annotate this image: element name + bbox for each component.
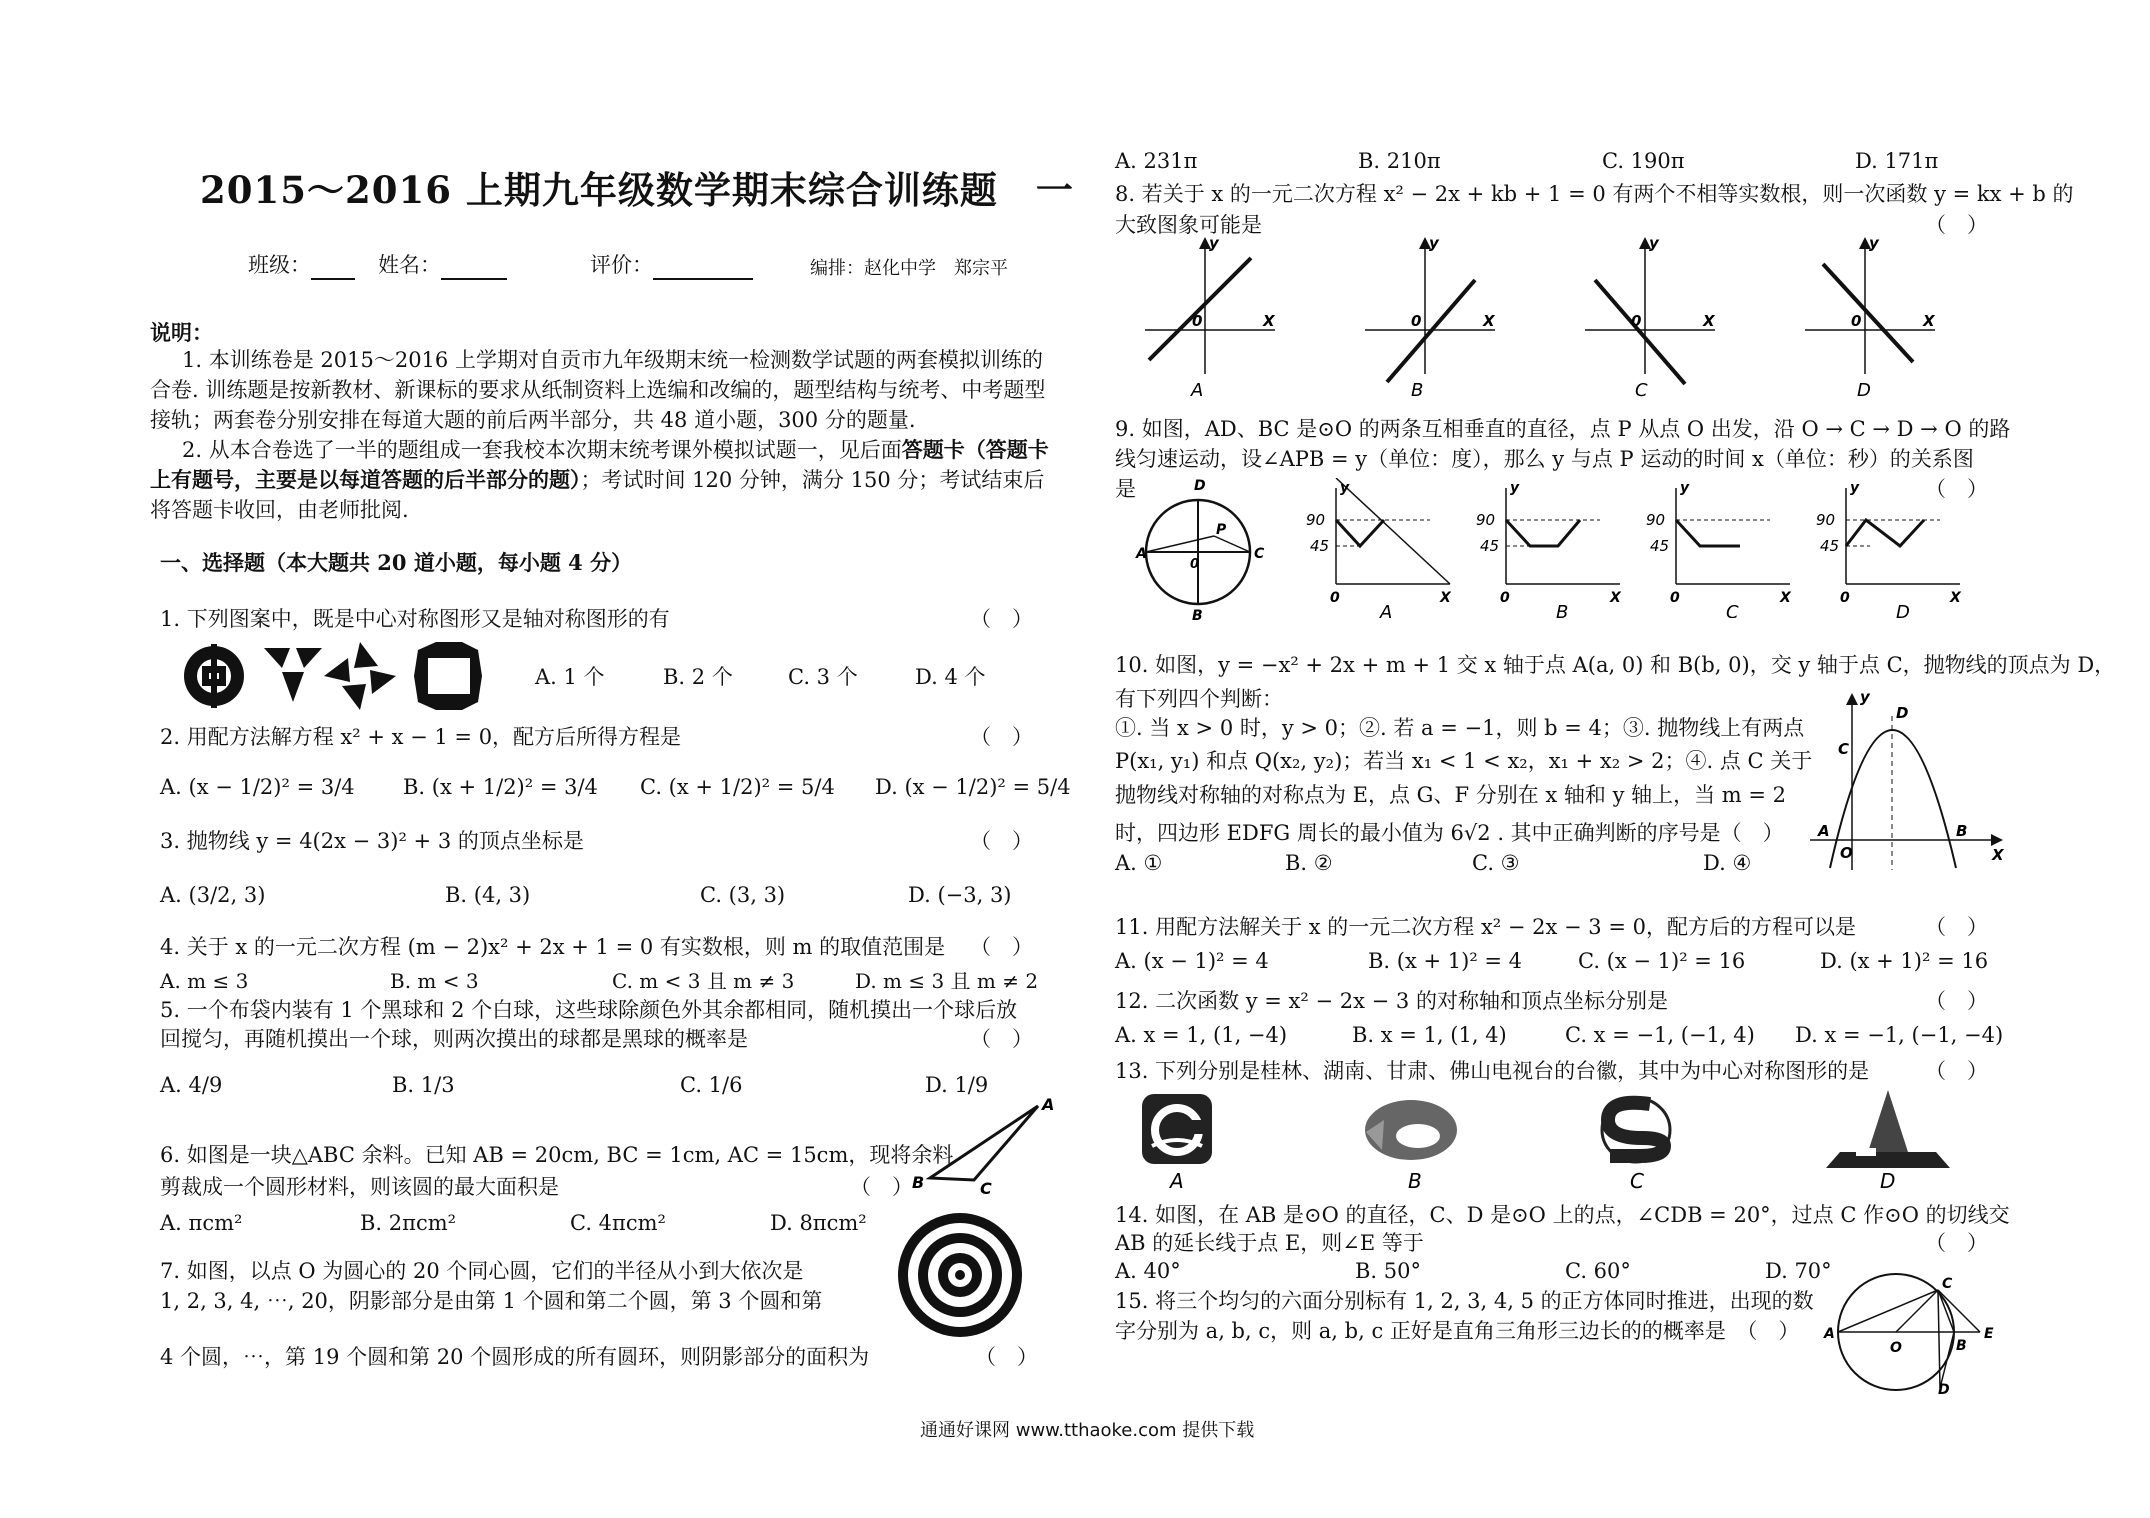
q13-label-a: A [1170, 1169, 1184, 1190]
name-label: 姓名： [378, 253, 441, 277]
bank-logo-icon [184, 644, 244, 708]
class-field [248, 250, 355, 280]
q9-graph-d [1816, 480, 1962, 618]
svg-text:X: X [1440, 590, 1451, 606]
q9a-tick-45: 45 [1310, 537, 1330, 555]
svg-text:P: P [1216, 522, 1227, 538]
name-blank [441, 278, 507, 280]
q11-answer-bracket: （ ） [1925, 915, 1988, 939]
svg-text:0: 0 [1190, 557, 1200, 572]
q14-label-c: C [1942, 1276, 1953, 1292]
q5-option-a: A. 4/9 [160, 1073, 223, 1097]
notes-heading: 说明： [150, 320, 213, 345]
q11-option-d: D. (x + 1)² = 16 [1820, 949, 1989, 973]
q7-option-a: A. 231π [1115, 149, 1198, 173]
q9c-tick-45: 45 [1650, 537, 1670, 555]
svg-text:X: X [1263, 312, 1275, 330]
q10-option-d: D. ④ [1703, 851, 1752, 875]
q2-option-d: D. (x − 1/2)² = 5/4 [875, 775, 1071, 799]
q14-stem-line-1: 14. 如图，在 AB 是⊙O 的直径，C、D 是⊙O 上的点，∠CDB = 20°，过点 C 作⊙O 的切线交 [1115, 1203, 2010, 1227]
q1-option-d: D. 4 个 [915, 665, 986, 689]
q15-stem-line-1: 15. 将三个均匀的六面分别标有 1, 2, 3, 4, 5 的正方体同时推进，出现的数 [1115, 1289, 1814, 1313]
q14-label-e: E [1984, 1326, 1994, 1342]
q14-label-a: A [1824, 1326, 1835, 1342]
q9-label-d: D [1896, 602, 1910, 618]
q9-answer-bracket: （ ） [1925, 477, 1988, 501]
q3-stem: 3. 抛物线 y = 4(2x − 3)² + 3 的顶点坐标是 [160, 829, 584, 853]
q2-option-c: C. (x + 1/2)² = 5/4 [640, 775, 835, 799]
q13-tv-logos [1130, 1090, 1970, 1190]
q9a-tick-90: 90 [1306, 511, 1326, 529]
q10-label-d: D [1896, 704, 1909, 722]
svg-text:A: A [1136, 546, 1147, 562]
svg-text:0: 0 [1330, 590, 1340, 606]
class-blank [311, 278, 355, 280]
q10-parabola-figure [1800, 688, 2010, 876]
q10-line-3: 抛物线对称轴的对称点为 E，点 G、F 分别在 x 轴和 y 轴上，当 m = 2 [1115, 783, 1787, 807]
q1-option-a: A. 1 个 [535, 665, 605, 689]
q8-graph-d [1805, 234, 1936, 401]
pinwheel-icon [324, 642, 396, 710]
q9b-tick-90: 90 [1476, 511, 1496, 529]
name-field [378, 250, 507, 280]
q10-label-b: B [1956, 822, 1968, 840]
q8-answer-bracket: （ ） [1925, 213, 1988, 237]
q12-option-c: C. x = −1, (−1, 4) [1565, 1023, 1755, 1047]
eval-blank [653, 278, 753, 280]
label-a: A [1042, 1095, 1055, 1114]
q9-label-a: A [1380, 602, 1393, 618]
q9-graph-a [1306, 478, 1452, 618]
q10-line-2: P(x₁, y₁) 和点 Q(x₂, y₂)；若当 x₁ < 1 < x₂，x₁ + x₂ > 2；④. 点 C 关于 [1115, 749, 1813, 773]
notes-p2-text: 2. 从本合卷选了一半的题组成一套我校本次期末统考课外模拟试题一，见后面 [182, 438, 902, 462]
q8-label-b: B [1411, 380, 1424, 401]
q6-option-a: A. πcm² [160, 1211, 243, 1235]
svg-text:X: X [1610, 590, 1621, 606]
q9c-tick-90: 90 [1646, 511, 1666, 529]
q10-line-1: ①. 当 x > 0 时，y > 0；②. 若 a = −1，则 b = 4；③. 抛物线上有两点 [1115, 716, 1805, 740]
q8-graph-a [1145, 234, 1276, 401]
q9-stem-line-1: 9. 如图，AD、BC 是⊙O 的两条互相垂直的直径，点 P 从点 O 出发，沿 O → C → D → O 的路 [1115, 417, 2011, 441]
q14-label-o: O [1890, 1340, 1902, 1356]
q4-option-d: D. m ≤ 3 且 m ≠ 2 [855, 969, 1039, 993]
q9-stem-line-2: 线匀速运动，设∠APB = y（单位：度），那么 y 与点 P 运动的时间 x（单位：秒）的关系图 [1115, 447, 1974, 471]
svg-text:y: y [1649, 234, 1659, 252]
svg-text:y: y [1869, 234, 1879, 252]
q1-answer-bracket: （ ） [970, 607, 1033, 631]
q7-answer-bracket: （ ） [975, 1345, 1038, 1369]
q9-label-b: B [1556, 602, 1569, 618]
q4-option-a: A. m ≤ 3 [160, 969, 249, 993]
q2-stem: 2. 用配方法解方程 x² + x − 1 = 0，配方后所得方程是 [160, 725, 682, 749]
q7-option-d: D. 171π [1855, 149, 1939, 173]
q1-figures [182, 638, 482, 714]
q5-stem-line-2: 回搅匀，再随机摸出一个球，则两次摸出的球都是黑球的概率是 [160, 1027, 748, 1051]
q8-graph-c [1585, 234, 1716, 401]
q11-option-c: C. (x − 1)² = 16 [1578, 949, 1746, 973]
q4-answer-bracket: （ ） [970, 935, 1033, 959]
q5-option-c: C. 1/6 [680, 1073, 743, 1097]
class-label: 班级： [248, 253, 311, 277]
q9d-tick-45: 45 [1820, 537, 1840, 555]
q8-label-a: A [1191, 380, 1204, 401]
page-title: 2015～2016 上期九年级数学期末综合训练题 一 [200, 168, 1074, 212]
svg-text:X: X [1950, 590, 1961, 606]
q10-label-c: C [1838, 740, 1850, 758]
q14-label-d: D [1938, 1382, 1950, 1396]
svg-text:y: y [1209, 234, 1219, 252]
q10-label-x: X [1992, 846, 2004, 864]
svg-text:0: 0 [1840, 590, 1850, 606]
q14-circle-tangent-figure [1820, 1266, 2000, 1396]
q11-option-a: A. (x − 1)² = 4 [1115, 949, 1269, 973]
q2-answer-bracket: （ ） [970, 725, 1033, 749]
q10-option-b: B. ② [1285, 851, 1333, 875]
q12-answer-bracket: （ ） [1925, 989, 1988, 1013]
q10-stem-line-2: 有下列四个判断： [1115, 687, 1283, 711]
q7-stem-line-3: 4 个圆，⋯，第 19 个圆和第 20 个圆形成的所有圆环，则阴影部分的面积为 [160, 1345, 870, 1369]
svg-text:0: 0 [1851, 312, 1862, 330]
svg-text:X: X [1703, 312, 1715, 330]
q12-option-d: D. x = −1, (−1, −4) [1795, 1023, 2004, 1047]
footer-credit: 通通好课网 www.tthaoke.com 提供下载 [920, 1420, 1255, 1441]
q9-label-c: C [1726, 602, 1739, 618]
q14-label-b: B [1956, 1338, 1967, 1354]
foshan-tv-logo-icon [1826, 1090, 1950, 1168]
svg-text:X: X [1923, 312, 1935, 330]
editor-credit: 编排：赵化中学 郑宗平 [810, 258, 1008, 279]
q6-option-d: D. 8πcm² [770, 1211, 867, 1235]
q8-graph-b [1365, 234, 1496, 401]
q14-option-a: A. 40° [1115, 1259, 1181, 1283]
q3-option-c: C. (3, 3) [700, 883, 786, 907]
q10-stem-line-1: 10. 如图，y = −x² + 2x + m + 1 交 x 轴于点 A(a, 0) 和 B(b, 0)，交 y 轴于点 C，抛物线的顶点为 D， [1115, 653, 2116, 677]
svg-text:D: D [1194, 478, 1206, 494]
q1-stem: 1. 下列图案中，既是中心对称图形又是轴对称图形的有 [160, 607, 670, 631]
q2-option-a: A. (x − 1/2)² = 3/4 [160, 775, 355, 799]
label-c: C [980, 1179, 992, 1198]
notes-paragraph-2 [150, 435, 1055, 525]
q13-label-b: B [1408, 1169, 1422, 1190]
q14-option-b: B. 50° [1355, 1259, 1422, 1283]
svg-text:X: X [1780, 590, 1791, 606]
q9-stem-line-3: 是 [1115, 477, 1136, 501]
v-emblem-icon [264, 648, 322, 702]
q6-stem-line-2: 剪裁成一个圆形材料，则该圆的最大面积是 [160, 1175, 559, 1199]
q10-label-a: A [1818, 822, 1830, 840]
q6-triangle-figure [900, 1092, 1060, 1200]
q13-stem: 13. 下列分别是桂林、湖南、甘肃、佛山电视台的台徽，其中为中心对称图形的是 [1115, 1059, 1870, 1083]
q3-option-a: A. (3/2, 3) [160, 883, 266, 907]
q11-option-b: B. (x + 1)² = 4 [1368, 949, 1523, 973]
q7-concentric-circles-figure [895, 1210, 1025, 1340]
q7-stem-line-2: 1, 2, 3, 4, ⋯, 20，阴影部分是由第 1 个圆和第二个圆，第 3 个圆和第 [160, 1289, 823, 1313]
q10-label-o: O [1840, 844, 1853, 862]
svg-text:0: 0 [1670, 590, 1680, 606]
q1-option-b: B. 2 个 [663, 665, 733, 689]
svg-text:X: X [1483, 312, 1495, 330]
q11-stem: 11. 用配方法解关于 x 的一元二次方程 x² − 2x − 3 = 0，配方后的方程可以是 [1115, 915, 1856, 939]
label-b: B [912, 1173, 925, 1192]
q12-option-b: B. x = 1, (1, 4) [1352, 1023, 1507, 1047]
svg-text:y: y [1429, 234, 1439, 252]
svg-text:0: 0 [1500, 590, 1510, 606]
q7-stem-line-1: 7. 如图，以点 O 为圆心的 20 个同心圆，它们的半径从小到大依次是 [160, 1259, 804, 1283]
q15-stem-line-2: 字分别为 a, b, c，则 a, b, c 正好是直角三角形三边长的的概率是 （ ） [1115, 1319, 1800, 1343]
q9-circle-figure [1130, 472, 1270, 622]
hunan-tv-logo-icon [1365, 1100, 1457, 1160]
notes-p2-bold: 答题卡（答题卡上有题号，主要是以每道答题的后半部分的题） [150, 437, 1049, 492]
q7-option-b: B. 210π [1358, 149, 1441, 173]
q9-option-graphs [1300, 478, 2000, 618]
q5-option-b: B. 1/3 [392, 1073, 455, 1097]
q13-answer-bracket: （ ） [1925, 1059, 1988, 1083]
q12-stem: 12. 二次函数 y = x² − 2x − 3 的对称轴和顶点坐标分别是 [1115, 989, 1668, 1013]
svg-text:y: y [1510, 480, 1520, 496]
svg-text:y: y [1680, 480, 1690, 496]
notes-p2-tail: ；考试时间 120 分钟，满分 150 分；考试结束后将答题卡收回，由老师批阅. [150, 468, 1045, 522]
svg-text:y: y [1340, 480, 1350, 496]
svg-text:0: 0 [1411, 312, 1422, 330]
q10-option-c: C. ③ [1472, 851, 1520, 875]
svg-text:0: 0 [1192, 312, 1203, 330]
q7-option-c: C. 190π [1602, 149, 1685, 173]
q6-answer-bracket: （ ） [850, 1175, 913, 1199]
section-heading: 一、选择题（本大题共 20 道小题，每小题 4 分） [160, 550, 633, 575]
q6-option-b: B. 2πcm² [360, 1211, 457, 1235]
q8-label-d: D [1857, 380, 1871, 401]
eval-field [590, 250, 753, 280]
q13-label-d: D [1880, 1169, 1896, 1190]
gansu-tv-logo-icon [1602, 1098, 1670, 1162]
q10-label-y: y [1860, 688, 1870, 706]
q1-option-c: C. 3 个 [788, 665, 858, 689]
q5-answer-bracket: （ ） [970, 1027, 1033, 1051]
q4-option-b: B. m < 3 [390, 969, 479, 993]
q14-option-d: D. 70° [1765, 1259, 1832, 1283]
q14-answer-bracket: （ ） [1925, 1231, 1988, 1255]
q9d-tick-90: 90 [1816, 511, 1836, 529]
q3-option-d: D. (−3, 3) [908, 883, 1012, 907]
triangle-abc [930, 1106, 1038, 1180]
q3-answer-bracket: （ ） [970, 829, 1033, 853]
q2-option-b: B. (x + 1/2)² = 3/4 [403, 775, 598, 799]
q8-stem-line-1: 8. 若关于 x 的一元二次方程 x² − 2x + kb + 1 = 0 有两个不相等实数根，则一次函数 y = kx + b 的 [1115, 182, 2074, 206]
q9b-tick-45: 45 [1480, 537, 1500, 555]
q14-option-c: C. 60° [1565, 1259, 1631, 1283]
q9-graph-b [1476, 480, 1622, 618]
q5-option-d: D. 1/9 [925, 1073, 989, 1097]
q3-option-b: B. (4, 3) [445, 883, 531, 907]
q6-option-c: C. 4πcm² [570, 1211, 666, 1235]
q10-line-4: 时，四边形 EDFG 周长的最小值为 6√2 . 其中正确判断的序号是（ ） [1115, 821, 1784, 845]
q8-stem-line-2: 大致图象可能是 [1115, 213, 1262, 237]
q10-option-a: A. ① [1115, 851, 1163, 875]
svg-text:B: B [1192, 608, 1203, 622]
q4-stem: 4. 关于 x 的一元二次方程 (m − 2)x² + 2x + 1 = 0 有实数根，则 m 的取值范围是 [160, 935, 946, 959]
octagon-icon [414, 642, 482, 710]
svg-text:C: C [1254, 546, 1265, 562]
q6-stem-line-1: 6. 如图是一块△ABC 余料。已知 AB = 20cm, BC = 1cm, AC = 15cm，现将余料 [160, 1143, 954, 1167]
svg-text:0: 0 [1631, 312, 1642, 330]
guilin-tv-logo-icon [1142, 1094, 1212, 1164]
q9-graph-c [1646, 480, 1792, 618]
q14-stem-line-2: AB 的延长线于点 E，则∠E 等于 [1115, 1231, 1424, 1255]
q5-stem-line-1: 5. 一个布袋内装有 1 个黑球和 2 个白球，这些球除颜色外其余都相同，随机摸出一个球后放 [160, 998, 1018, 1022]
q8-line-graphs [1135, 234, 2015, 402]
eval-label: 评价： [590, 253, 653, 277]
svg-text:y: y [1850, 480, 1860, 496]
q4-option-c: C. m < 3 且 m ≠ 3 [612, 969, 795, 993]
q8-label-c: C [1635, 380, 1648, 401]
notes-paragraph-1: 1. 本训练卷是 2015～2016 上学期对自贡市九年级期末统一检测数学试题的两套模拟训练的合卷. 训练题是按新教材、新课标的要求从纸制资料上选编和改编的，题型结构与统考、中考题型接轨；两套卷分别安排在每道大题的前后两半部分，共 48 道小题，300 分的题量. [150, 348, 1046, 432]
q13-label-c: C [1630, 1169, 1644, 1190]
q12-option-a: A. x = 1, (1, −4) [1115, 1023, 1288, 1047]
